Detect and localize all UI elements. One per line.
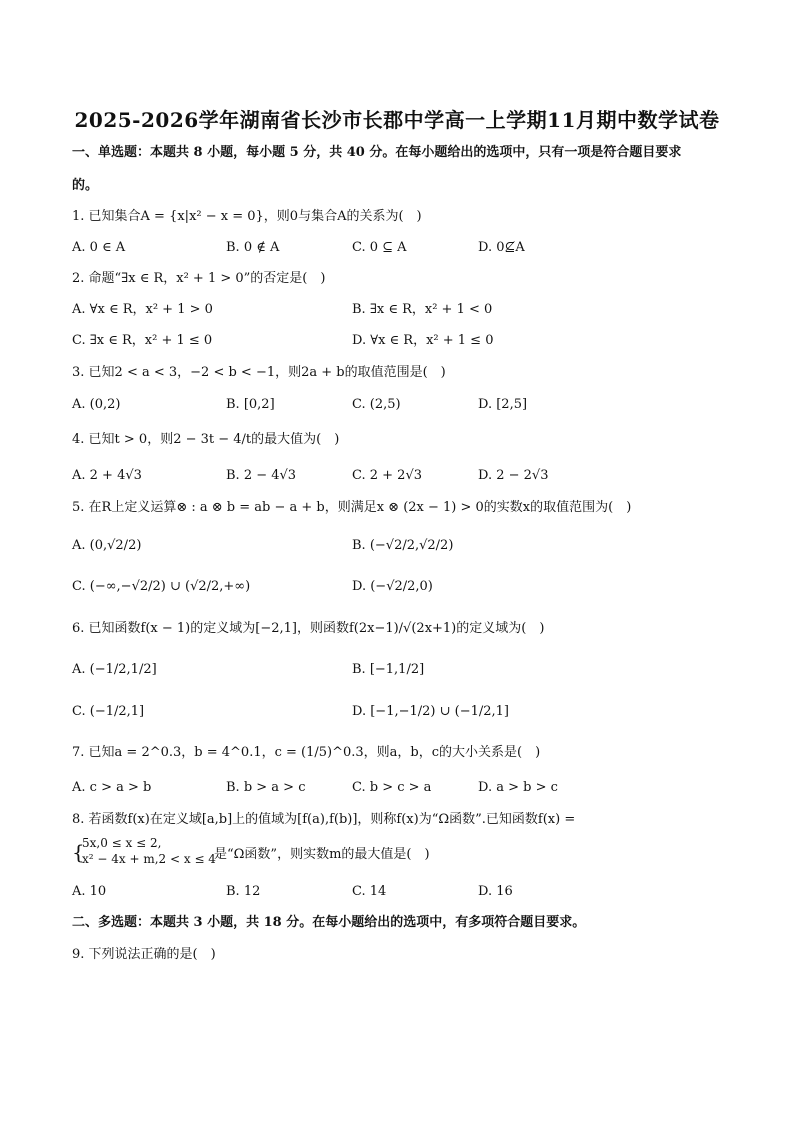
q4-option-c: C. 2 + 2√3 xyxy=(352,468,423,483)
q4-option-a: A. 2 + 4√3 xyxy=(72,468,142,483)
q3-option-b: B. [0,2] xyxy=(226,397,275,412)
q3-stem: 3. 已知2 < a < 3，−2 < b < −1，则2a + b的取值范围是( ) xyxy=(72,365,446,380)
q7-option-d: D. a > b > c xyxy=(478,780,558,795)
q2-option-d: D. ∀x ∈ R，x² + 1 ≤ 0 xyxy=(352,333,494,348)
q4-stem: 4. 已知t > 0，则2 − 3t − 4/t的最大值为( ) xyxy=(72,432,340,447)
q6-stem: 6. 已知函数f(x − 1)的定义域为[−2,1]，则函数f(2x−1)/√(2x+1)的定义域为( ) xyxy=(72,621,545,636)
q8-piecewise-brace: { xyxy=(72,840,85,864)
q4-option-d: D. 2 − 2√3 xyxy=(478,468,549,483)
q2-option-b: B. ∃x ∈ R，x² + 1 < 0 xyxy=(352,302,493,317)
q8-option-c: C. 14 xyxy=(352,884,387,899)
q2-option-c: C. ∃x ∈ R，x² + 1 ≤ 0 xyxy=(72,333,213,348)
q2-option-a: A. ∀x ∈ R，x² + 1 > 0 xyxy=(72,302,213,317)
q8-stem-tail: 是“Ω函数”，则实数m的最大值是( ) xyxy=(214,847,430,862)
q9-stem: 9. 下列说法正确的是( ) xyxy=(72,947,216,962)
q5-option-a: A. (0,√2/2) xyxy=(72,538,142,553)
q8-stem: 8. 若函数f(x)在定义域[a,b]上的值域为[f(a),f(b)]，则称f(x)为“Ω函数”.已知函数f(x) = xyxy=(72,812,576,827)
q7-stem: 7. 已知a = 2^0.3，b = 4^0.1，c = (1/5)^0.3，则a，b，c的大小关系是( ) xyxy=(72,745,541,760)
q7-option-c: C. b > c > a xyxy=(352,780,432,795)
q5-option-c: C. (−∞,−√2/2) ∪ (√2/2,+∞) xyxy=(72,579,251,594)
exam-title: 2025-2026学年湖南省长沙市长郡中学高一上学期11月期中数学试卷 xyxy=(74,108,720,132)
q8-piece-2: x² − 4x + m,2 < x ≤ 4 xyxy=(82,852,216,866)
q7-option-b: B. b > a > c xyxy=(226,780,306,795)
q2-stem: 2. 命题“∃x ∈ R，x² + 1 > 0”的否定是( ) xyxy=(72,271,326,286)
q3-option-c: C. (2,5) xyxy=(352,397,401,412)
q3-option-d: D. [2,5] xyxy=(478,397,528,412)
q5-stem: 5. 在R上定义运算⊗ : a ⊗ b = ab − a + b，则满足x ⊗ (2x − 1) > 0的实数x的取值范围为( ) xyxy=(72,500,632,515)
q6-option-b: B. [−1,1/2] xyxy=(352,662,425,677)
section2-instructions: 二、多选题：本题共 3 小题，共 18 分。在每小题给出的选项中，有多项符合题目要求。 xyxy=(72,915,586,930)
q4-option-b: B. 2 − 4√3 xyxy=(226,468,297,483)
q6-option-c: C. (−1/2,1] xyxy=(72,704,145,719)
q8-piece-1: 5x,0 ≤ x ≤ 2, xyxy=(82,836,162,850)
q3-option-a: A. (0,2) xyxy=(72,397,121,412)
q1-option-b: B. 0 ∉ A xyxy=(226,240,280,255)
q1-option-a: A. 0 ∈ A xyxy=(72,240,126,255)
q1-option-c: C. 0 ⊆ A xyxy=(352,240,407,255)
q8-option-d: D. 16 xyxy=(478,884,513,899)
q6-option-a: A. (−1/2,1/2] xyxy=(72,662,157,677)
q6-option-d: D. [−1,−1/2) ∪ (−1/2,1] xyxy=(352,704,509,719)
q8-option-a: A. 10 xyxy=(72,884,107,899)
q7-option-a: A. c > a > b xyxy=(72,780,152,795)
q8-option-b: B. 12 xyxy=(226,884,261,899)
section1-instructions-cont: 的。 xyxy=(72,178,99,193)
q1-option-d: D. 0⊈A xyxy=(478,240,525,255)
section1-instructions: 一、单选题：本题共 8 小题，每小题 5 分，共 40 分。在每小题给出的选项中，只有一项是符合题目要求 xyxy=(72,145,682,160)
q5-option-d: D. (−√2/2,0) xyxy=(352,579,433,594)
q5-option-b: B. (−√2/2,√2/2) xyxy=(352,538,454,553)
q1-stem: 1. 已知集合A = {x|x² − x = 0}，则0与集合A的关系为( ) xyxy=(72,209,422,224)
